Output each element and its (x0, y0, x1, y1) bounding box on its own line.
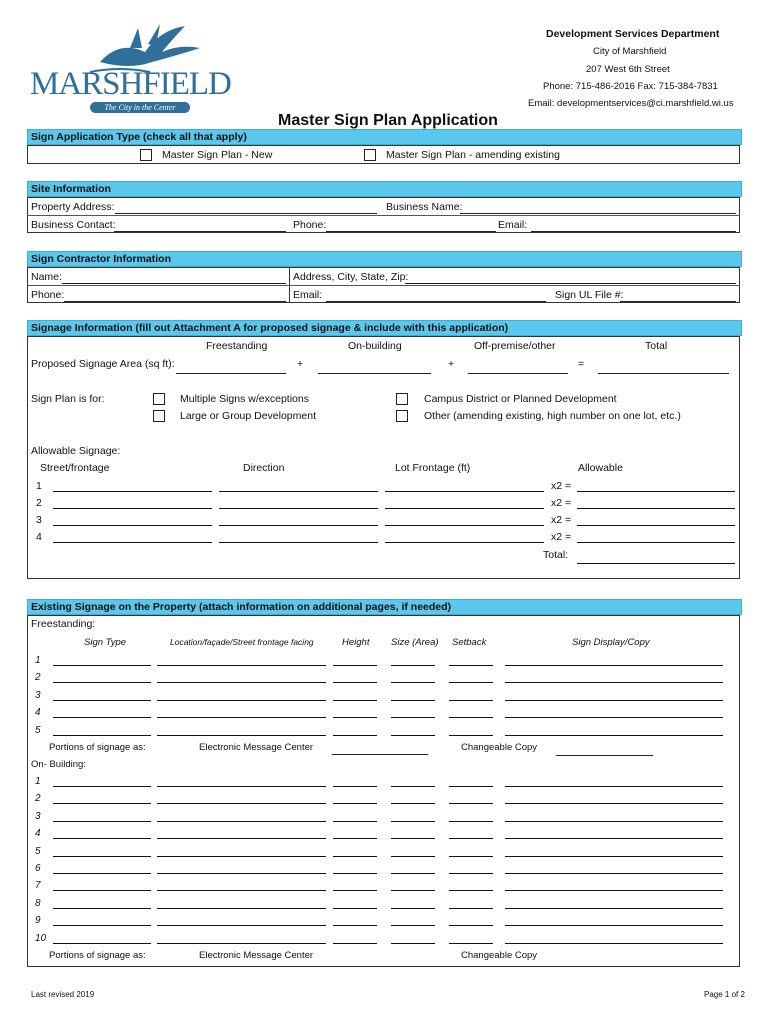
setback-field[interactable] (449, 786, 493, 787)
footer-revised: Last revised 2019 (31, 990, 95, 999)
setback-field[interactable] (449, 700, 493, 701)
size-field[interactable] (391, 786, 435, 787)
contractor-email-field[interactable] (326, 301, 546, 302)
setback-field[interactable] (449, 856, 493, 857)
size-field[interactable] (391, 838, 435, 839)
setback-field[interactable] (449, 682, 493, 683)
display-copy-field[interactable] (505, 856, 723, 857)
height-field[interactable] (333, 682, 377, 683)
setback-field[interactable] (449, 925, 493, 926)
equals-sign: = (578, 358, 585, 370)
col-street: Street/frontage (40, 462, 110, 474)
allowable-field[interactable] (577, 508, 735, 509)
display-copy-field[interactable] (505, 665, 723, 666)
col-onbuilding: On-building (348, 340, 402, 352)
display-copy-field[interactable] (505, 943, 723, 944)
page-title: Master Sign Plan Application (278, 112, 498, 129)
sign-row-number: 4 (35, 707, 41, 719)
col-allowable: Allowable (578, 462, 623, 474)
setback-field[interactable] (449, 890, 493, 891)
section-application-type (27, 129, 742, 145)
freestanding-area-field[interactable] (176, 373, 286, 374)
label-freestanding: Freestanding: (31, 618, 96, 630)
contractor-name-field[interactable] (62, 283, 286, 284)
label-contractor-email: Email: (293, 289, 323, 301)
label-other: Other (amending existing, high number on one lot, etc.) (424, 410, 681, 422)
label-site-email: Email: (498, 219, 528, 231)
label-proposed-area: Proposed Signage Area (sq ft): (31, 358, 175, 370)
size-field[interactable] (391, 665, 435, 666)
location-field[interactable] (157, 735, 326, 736)
display-copy-field[interactable] (505, 682, 723, 683)
site-phone-field[interactable] (326, 231, 496, 232)
sign-row-number: 5 (35, 845, 41, 857)
section-heading: Existing Signage on the Property (attach information on additional pages, if needed) (31, 601, 452, 613)
setback-field[interactable] (449, 821, 493, 822)
height-field[interactable] (333, 890, 377, 891)
allow-row-number: 1 (36, 480, 42, 492)
col-sign-type: Sign Type (84, 637, 127, 648)
sign-type-field[interactable] (53, 803, 151, 804)
setback-field[interactable] (449, 803, 493, 804)
size-field[interactable] (391, 700, 435, 701)
direction-field[interactable] (219, 491, 378, 492)
height-field[interactable] (333, 856, 377, 857)
label-campus: Campus District or Planned Development (424, 393, 617, 405)
sign-type-field[interactable] (53, 838, 151, 839)
label-portions: Portions of signage as: (49, 742, 146, 753)
label-property-address: Property Address: (31, 201, 115, 213)
label-contractor-name: Name: (31, 271, 62, 283)
col-setback: Setback (452, 637, 487, 648)
setback-field[interactable] (449, 943, 493, 944)
sign-type-field[interactable] (53, 943, 151, 944)
existing-box (27, 615, 740, 967)
size-field[interactable] (391, 735, 435, 736)
city-logo (30, 22, 231, 114)
display-copy-field[interactable] (505, 925, 723, 926)
height-field[interactable] (333, 908, 377, 909)
sign-row-number: 10 (35, 932, 47, 944)
sign-row-number: 6 (35, 863, 41, 874)
height-field[interactable] (333, 925, 377, 926)
business-contact-field[interactable] (114, 231, 286, 232)
department-email: Email: developmentservices@ci.marshfield.wi.us (528, 98, 734, 109)
location-field[interactable] (157, 943, 326, 944)
label-contractor-phone: Phone: (31, 289, 65, 301)
location-field[interactable] (157, 786, 326, 787)
location-field[interactable] (157, 682, 326, 683)
logo-tagline (90, 102, 190, 113)
height-field[interactable] (333, 821, 377, 822)
x2-label: x2 = (551, 480, 572, 492)
sign-type-field[interactable] (53, 856, 151, 857)
label-multiple: Multiple Signs w/exceptions (180, 393, 309, 405)
footer-page: Page 1 of 2 (704, 990, 745, 999)
sign-type-field[interactable] (53, 908, 151, 909)
department-name: Development Services Department (546, 28, 720, 40)
size-field[interactable] (391, 856, 435, 857)
label-plan-for: Sign Plan is for: (31, 393, 105, 405)
allow-row-number: 3 (36, 514, 42, 526)
divider (27, 215, 740, 216)
setback-field[interactable] (449, 908, 493, 909)
checkbox-campus[interactable] (396, 393, 408, 405)
sign-row-number: 2 (35, 672, 41, 684)
site-email-field[interactable] (531, 231, 736, 232)
section-heading: Signage Information (fill out Attachment A for proposed signage & include with this application) (31, 322, 509, 334)
size-field[interactable] (391, 943, 435, 944)
setback-field[interactable] (449, 873, 493, 874)
direction-field[interactable] (219, 542, 378, 543)
section-existing (27, 599, 742, 615)
sign-row-number: 2 (35, 793, 41, 805)
col-height: Height (342, 637, 370, 648)
setback-field[interactable] (449, 838, 493, 839)
section-site (27, 181, 742, 197)
lot-frontage-field[interactable] (385, 525, 544, 526)
allow-row-number: 2 (36, 497, 42, 509)
sign-row-number: 1 (35, 655, 41, 666)
direction-field[interactable] (219, 508, 378, 509)
section-signage (27, 320, 742, 336)
sign-type-field[interactable] (53, 700, 151, 701)
size-field[interactable] (391, 821, 435, 822)
setback-field[interactable] (449, 735, 493, 736)
x2-label: x2 = (551, 497, 572, 509)
label-large: Large or Group Development (180, 410, 316, 422)
lot-frontage-field[interactable] (385, 542, 544, 543)
checkbox-new[interactable] (140, 149, 152, 161)
height-field[interactable] (333, 943, 377, 944)
setback-field[interactable] (449, 665, 493, 666)
section-heading: Sign Application Type (check all that apply) (31, 131, 247, 143)
sign-row-number: 9 (35, 915, 41, 927)
location-field[interactable] (157, 665, 326, 666)
x2-label: x2 = (551, 531, 572, 543)
location-field[interactable] (157, 717, 326, 718)
size-field[interactable] (391, 803, 435, 804)
allow-row-number: 4 (36, 531, 42, 543)
sign-type-field[interactable] (53, 682, 151, 683)
col-display: Sign Display/Copy (572, 637, 650, 648)
allowable-field[interactable] (577, 525, 735, 526)
direction-field[interactable] (219, 525, 378, 526)
label-amend: Master Sign Plan - amending existing (386, 149, 560, 161)
street-frontage-field[interactable] (53, 508, 212, 509)
checkbox-amend[interactable] (364, 149, 376, 161)
location-field[interactable] (157, 803, 326, 804)
col-frontage: Lot Frontage (ft) (395, 462, 471, 474)
label-ul-file: Sign UL File #: (555, 289, 624, 301)
location-field[interactable] (157, 821, 326, 822)
display-copy-field[interactable] (505, 700, 723, 701)
display-copy-field[interactable] (505, 717, 723, 718)
height-field[interactable] (333, 665, 377, 666)
label-new: Master Sign Plan - New (162, 149, 273, 161)
label-contractor-address: Address, City, State, Zip: (293, 271, 409, 283)
plus-sign: + (297, 358, 304, 370)
location-field[interactable] (157, 908, 326, 909)
size-field[interactable] (391, 908, 435, 909)
total-area-field[interactable] (598, 373, 729, 374)
street-address: 207 West 6th Street (586, 64, 670, 75)
size-field[interactable] (391, 873, 435, 874)
setback-field[interactable] (449, 717, 493, 718)
sign-row-number: 3 (35, 689, 41, 701)
location-field[interactable] (157, 925, 326, 926)
sign-type-field[interactable] (53, 665, 151, 666)
sign-row-number: 7 (35, 880, 41, 892)
checkbox-large[interactable] (153, 410, 165, 422)
col-freestanding: Freestanding (206, 340, 268, 352)
size-field[interactable] (391, 890, 435, 891)
section-heading: Sign Contractor Information (31, 253, 171, 265)
free-emc-field[interactable] (332, 754, 428, 755)
phone-fax: Phone: 715-486-2016 Fax: 715-384-7831 (543, 81, 718, 92)
display-copy-field[interactable] (505, 735, 723, 736)
divider (289, 267, 290, 303)
property-address-field[interactable] (115, 213, 377, 214)
allowable-field[interactable] (577, 491, 735, 492)
sign-row-number: 8 (35, 897, 41, 909)
display-copy-field[interactable] (505, 786, 723, 787)
height-field[interactable] (333, 873, 377, 874)
height-field[interactable] (333, 838, 377, 839)
col-total: Total (645, 340, 668, 352)
label-onbuilding: On- Building: (31, 759, 86, 770)
x2-label: x2 = (551, 514, 572, 526)
section-heading: Site Information (31, 183, 111, 195)
display-copy-field[interactable] (505, 803, 723, 804)
sign-type-field[interactable] (53, 873, 151, 874)
application-type-box (27, 145, 740, 164)
col-direction: Direction (243, 462, 285, 474)
allowable-field[interactable] (577, 542, 735, 543)
display-copy-field[interactable] (505, 821, 723, 822)
label-business-contact: Business Contact: (31, 219, 116, 231)
free-changeable-field[interactable] (556, 755, 653, 756)
street-frontage-field[interactable] (53, 542, 212, 543)
col-size: Size (Area) (391, 637, 439, 648)
location-field[interactable] (157, 700, 326, 701)
street-frontage-field[interactable] (53, 491, 212, 492)
sign-type-field[interactable] (53, 890, 151, 891)
location-field[interactable] (157, 856, 326, 857)
onbuilding-area-field[interactable] (318, 373, 431, 374)
sign-type-field[interactable] (53, 735, 151, 736)
size-field[interactable] (391, 682, 435, 683)
offpremise-area-field[interactable] (468, 373, 568, 374)
divider (27, 285, 740, 286)
allowable-total-field[interactable] (577, 563, 735, 564)
plus-sign: + (448, 358, 455, 370)
height-field[interactable] (333, 735, 377, 736)
display-copy-field[interactable] (505, 908, 723, 909)
size-field[interactable] (391, 717, 435, 718)
label-changeable: Changeable Copy (461, 742, 538, 753)
contractor-address-field[interactable] (405, 283, 736, 284)
display-copy-field[interactable] (505, 838, 723, 839)
label-total: Total: (543, 549, 569, 561)
sign-row-number: 1 (35, 776, 41, 787)
label-emc: Electronic Message Center (199, 742, 314, 753)
checkbox-other[interactable] (396, 410, 408, 422)
location-field[interactable] (157, 890, 326, 891)
section-contractor (27, 251, 742, 267)
sign-type-field[interactable] (53, 786, 151, 787)
label-emc: Electronic Message Center (199, 950, 314, 961)
col-offpremise: Off-premise/other (474, 340, 556, 352)
logo-wordmark: MARSHFIELD (30, 66, 231, 102)
height-field[interactable] (333, 717, 377, 718)
checkbox-multiple[interactable] (153, 393, 165, 405)
lot-frontage-field[interactable] (385, 508, 544, 509)
label-portions: Portions of signage as: (49, 950, 146, 961)
business-name-field[interactable] (460, 213, 736, 214)
street-frontage-field[interactable] (53, 525, 212, 526)
sign-row-number: 4 (35, 828, 41, 840)
sign-type-field[interactable] (53, 821, 151, 822)
height-field[interactable] (333, 803, 377, 804)
location-field[interactable] (157, 873, 326, 874)
lot-frontage-field[interactable] (385, 491, 544, 492)
height-field[interactable] (333, 786, 377, 787)
label-changeable: Changeable Copy (461, 950, 538, 961)
col-location: Location/façade/Street frontage facing (170, 637, 314, 647)
location-field[interactable] (157, 838, 326, 839)
contractor-phone-field[interactable] (64, 301, 286, 302)
display-copy-field[interactable] (505, 890, 723, 891)
sign-type-field[interactable] (53, 925, 151, 926)
city-name: City of Marshfield (593, 46, 667, 57)
size-field[interactable] (391, 925, 435, 926)
display-copy-field[interactable] (505, 873, 723, 874)
logo-tagline-text: The City in the Center (104, 103, 176, 112)
sign-row-number: 5 (35, 724, 41, 736)
height-field[interactable] (333, 700, 377, 701)
label-business-name: Business Name: (386, 201, 463, 213)
ul-file-field[interactable] (620, 301, 736, 302)
label-allowable: Allowable Signage: (31, 445, 121, 457)
label-site-phone: Phone: (293, 219, 327, 231)
sign-type-field[interactable] (53, 717, 151, 718)
sign-row-number: 3 (35, 810, 41, 822)
